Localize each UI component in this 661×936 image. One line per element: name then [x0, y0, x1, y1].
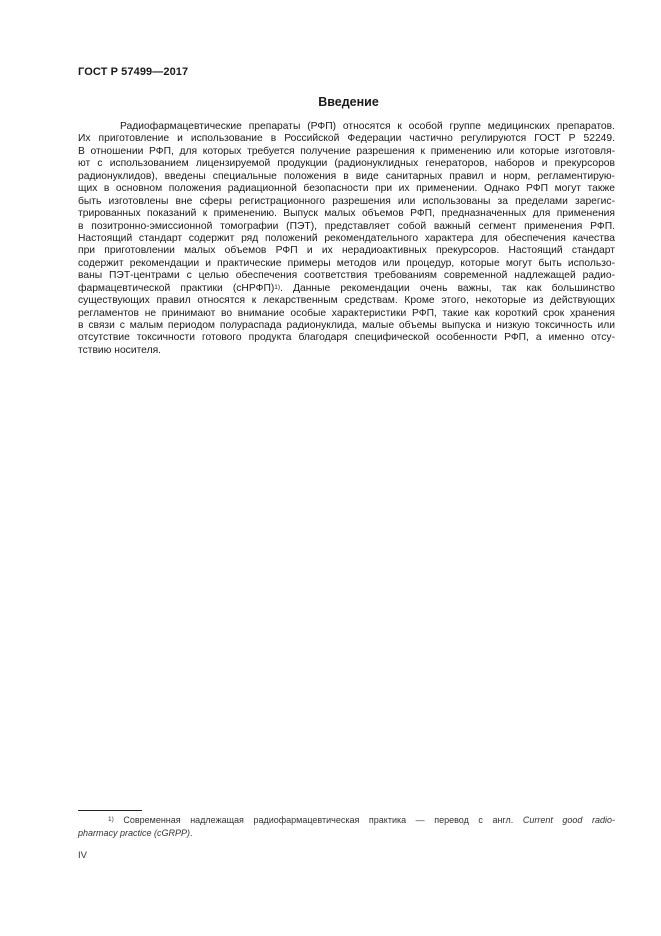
paragraph-line: регламентов не принимают во внимание особые характеристики РФП, такие как короткий срок хранения: [78, 307, 615, 319]
paragraph-line: радионуклидов), введены специальные положения в виде санитарных правил и норм, регламентирую-: [78, 170, 615, 182]
paragraph-line: Радиофармацевтические препараты (РФП) относятся к особой группе медицинских препаратов.: [120, 121, 615, 132]
footnote-english-term: Current good radio-: [522, 815, 615, 825]
paragraph-line: Настоящий стандарт содержит ряд положений рекомендательного характера для обеспечения качества: [78, 232, 615, 244]
paragraph-line: В отношении РФП, для которых требуется получение разрешения к применению или которые изготовля-: [78, 145, 615, 157]
footnote-divider: [78, 810, 142, 811]
section-title: Введение: [318, 95, 379, 109]
footnote: [78, 814, 615, 840]
page-number: IV: [78, 850, 87, 861]
paragraph-line-with-footnote-ref: [78, 283, 615, 295]
introduction-paragraph: [78, 121, 615, 357]
punctuation: .: [190, 828, 193, 838]
line-text: . Данные рекомендации очень важны, так как большинство: [280, 282, 615, 294]
paragraph-line: при приготовлении малых объемов РФП и их нерадиоактивных прекурсоров. Настоящий стандарт: [78, 245, 615, 257]
paragraph-line: ваны ПЭТ-центрами с целью обеспечения соответствия требованиям современной надлежащей радио-: [78, 270, 615, 282]
paragraph-line: содержит рекомендации и практические примеры методов или процедур, которые могут быть использо-: [78, 257, 615, 269]
paragraph-line: ют с использованием лицензируемой продукции (радионуклидных генераторов, наборов и прекурсоров: [78, 158, 615, 170]
paragraph-line: отсутствие токсичности готового продукта благодаря специфической особенности РФП, а именно отсу-: [78, 332, 615, 344]
document-header: ГОСТ Р 57499—2017: [78, 66, 189, 78]
footnote-line: [78, 827, 615, 840]
paragraph-line: тствию носителя.: [78, 344, 162, 356]
paragraph-line: Их приготовление и использование в Российской Федерации частично регулируются ГОСТ Р 52249.: [78, 133, 615, 145]
paragraph-line: быть изготовлены вне сферы регистрационного разрешения или использованы за пределами зарегис-: [78, 195, 615, 207]
paragraph-line: в связи с малым периодом полураспада радионуклида, малые объемы выпуска и низкую токсичность или: [78, 320, 615, 331]
paragraph-line: существующих правил относятся к лекарственным средствам. Кроме этого, некоторые из действующих: [78, 295, 615, 307]
paragraph-line: трированных показаний к применению. Выпуск малых объемов РФП, предназначенных для применения: [78, 208, 615, 220]
paragraph-line: щих в основном положения радиационной безопасности при их применении. Однако РФП могут также: [78, 183, 615, 195]
line-text: фармацевтической практики (сНРФП): [78, 282, 275, 294]
footnote-english-term: pharmacy practice (cGRPP): [78, 828, 191, 838]
footnote-reference[interactable]: 1): [274, 283, 281, 291]
footnote-text: Современная надлежащая радиофармацевтическая практика — перевод с англ.: [123, 815, 514, 825]
paragraph-line: в позитронно-эмиссионной томографии (ПЭТ), представляет собой важный сегмент применения РФП.: [78, 220, 615, 232]
footnote-line: [78, 814, 615, 827]
footnote-marker: 1): [108, 816, 114, 823]
